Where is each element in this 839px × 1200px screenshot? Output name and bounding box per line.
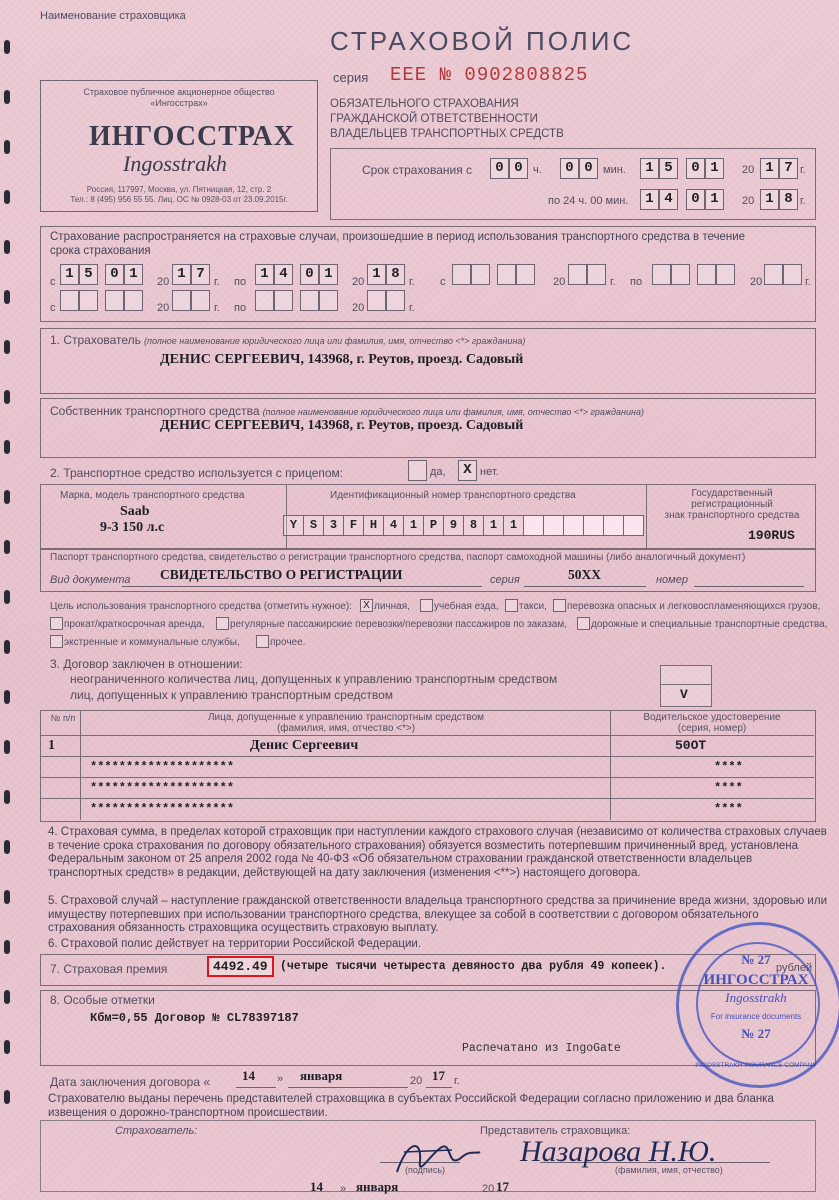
bottom-yr: 20 bbox=[482, 1183, 495, 1195]
vin-label: Идентификационный номер транспортного средства bbox=[330, 490, 576, 501]
passport-label: Паспорт транспортного средства, свидетельство о регистрации транспортного средства, паспорт самоходной машины (либо аналогичный документ) bbox=[50, 552, 746, 563]
driver-license: 50ОТ bbox=[675, 738, 707, 753]
insurer-logo-box bbox=[40, 80, 318, 212]
name-hint: (фамилия, имя, отчество) bbox=[615, 1165, 723, 1175]
vin-char: Y bbox=[283, 515, 304, 536]
stamp-logo-en: Ingosstrakh bbox=[725, 990, 787, 1005]
period-empty-cell bbox=[274, 290, 293, 311]
signing-yr: 20 bbox=[410, 1075, 423, 1087]
reg-value: 190RUS bbox=[748, 528, 795, 543]
period-empty-cell bbox=[386, 290, 405, 311]
term-day-to-2: 4 bbox=[659, 189, 678, 210]
term-hour-from-1: 0 bbox=[490, 158, 509, 179]
period-empty-cell bbox=[671, 264, 690, 285]
period-g-5: г. bbox=[214, 302, 220, 314]
purpose-checkbox bbox=[50, 617, 63, 630]
term-day-to-1: 1 bbox=[640, 189, 659, 210]
period-empty-cell bbox=[319, 290, 338, 311]
period-mon1-1: 0 bbox=[105, 264, 124, 285]
period-yr-5: 20 bbox=[157, 302, 170, 314]
vin-char: 1 bbox=[503, 515, 524, 536]
address-line1: Россия, 117997, Москва, ул. Пятницкая, 12, стр. 2 bbox=[86, 185, 272, 194]
period-s-2: с bbox=[440, 276, 446, 288]
logo-ingosstrakh: ИНГОССТРАХ bbox=[89, 121, 295, 152]
premium-amount: 4492.49 bbox=[207, 956, 274, 977]
term-hour-from-2: 0 bbox=[509, 158, 528, 179]
logo-ingosstrakh-latin: Ingosstrakh bbox=[123, 151, 227, 176]
purpose-option: учебная езда, bbox=[434, 601, 499, 612]
trailer-yes-label: да, bbox=[430, 466, 446, 478]
series-underline bbox=[524, 586, 646, 587]
notes-line1: Кбм=0,55 Договор № CL78397187 bbox=[90, 1011, 299, 1025]
purpose-personal-checkbox: X bbox=[360, 599, 373, 612]
trailer-label: 2. Транспортное средство используется с прицепом: bbox=[50, 466, 344, 480]
day-underline bbox=[236, 1087, 276, 1088]
notes-printed: Распечатано из IngoGate bbox=[462, 1042, 621, 1055]
contract-label: 3. Договор заключен в отношении: bbox=[50, 657, 243, 671]
term-hour-unit: ч. bbox=[533, 164, 542, 176]
company-line2: «Ингосстрах» bbox=[150, 98, 208, 108]
purpose-label: Цель использования транспортного средства (отметить нужное): bbox=[50, 601, 352, 612]
term-month-from-2: 1 bbox=[705, 158, 724, 179]
period-empty-cell bbox=[79, 290, 98, 311]
period-day1-2: 5 bbox=[79, 264, 98, 285]
term-year-from-2: 7 bbox=[779, 158, 798, 179]
period-mon2-2: 1 bbox=[319, 264, 338, 285]
period-mon2-1: 0 bbox=[300, 264, 319, 285]
vin-char: 1 bbox=[403, 515, 424, 536]
premium-currency: рублей bbox=[776, 962, 813, 974]
period-empty-cell bbox=[783, 264, 802, 285]
driver-name: ******************** bbox=[90, 781, 235, 795]
period-yr-1: 20 bbox=[157, 276, 170, 288]
contract-checkbox-divider bbox=[660, 684, 711, 685]
period-empty-cell bbox=[300, 290, 319, 311]
purpose-checkbox bbox=[505, 599, 518, 612]
period-empty-cell bbox=[255, 290, 274, 311]
period-mon1-2: 1 bbox=[124, 264, 143, 285]
series-number: ЕЕЕ № 0902808825 bbox=[390, 64, 589, 86]
purpose-option: экстренные и коммунальные службы, bbox=[64, 637, 240, 648]
insurer-name-label: Наименование страховщика bbox=[40, 10, 186, 22]
notes-label: 8. Особые отметки bbox=[50, 993, 155, 1007]
period-day2-1: 1 bbox=[255, 264, 274, 285]
doc-type-underline bbox=[122, 586, 482, 587]
period-empty-cell bbox=[697, 264, 716, 285]
term-year-from-1: 1 bbox=[760, 158, 779, 179]
driver-license: **** bbox=[714, 760, 743, 774]
purpose-checkbox bbox=[216, 617, 229, 630]
insured-label: Страхователь: bbox=[115, 1125, 198, 1137]
purpose-checkbox bbox=[50, 635, 63, 648]
address-line2: Тел.: 8 (495) 956 55 55. Лиц. ОС № 0928-03 от 23.09.2015г. bbox=[70, 195, 288, 204]
term-year-prefix-2: 20 bbox=[742, 195, 755, 207]
signing-day: 14 bbox=[242, 1068, 255, 1083]
clause-6: 6. Страховой полис действует на территории Российской Федерации. bbox=[48, 938, 422, 950]
term-year-to-2: 8 bbox=[779, 189, 798, 210]
period-empty-cell bbox=[764, 264, 783, 285]
make-label: Марка, модель транспортного средства bbox=[60, 490, 245, 501]
premium-words: (четыре тысячи четыреста девяносто два рубля 49 копеек). bbox=[280, 960, 667, 973]
purpose-option: перевозка опасных и легковоспламеняющихся грузов, bbox=[567, 601, 821, 612]
sign-hint: (подпись) bbox=[405, 1165, 446, 1175]
reg-label: Государственный регистрационный знак транспортного средства bbox=[664, 488, 800, 521]
contract-limited: лиц, допущенных к управлению транспортным средством bbox=[70, 688, 394, 702]
period-empty-cell bbox=[60, 290, 79, 311]
period-yr-3: 20 bbox=[553, 276, 566, 288]
period-g-2: г. bbox=[409, 276, 415, 288]
signing-g: г. bbox=[454, 1075, 460, 1087]
vin-char: 1 bbox=[483, 515, 504, 536]
driver-license: **** bbox=[714, 802, 743, 816]
period-g-4: г. bbox=[805, 276, 811, 288]
period-yr-2: 20 bbox=[352, 276, 365, 288]
period-yr-4: 20 bbox=[750, 276, 763, 288]
vin-char: H bbox=[363, 515, 384, 536]
period-s-1: с bbox=[50, 276, 56, 288]
reps-text: Страхователю выданы перечень представителей страховщика в субъектах Российской Федерации согласно приложению и два бланка извещения о дорожно-транспортном происшествии. bbox=[48, 1093, 774, 1119]
vehicle-divider-2 bbox=[646, 484, 647, 548]
purpose-option: прочее. bbox=[270, 637, 306, 648]
term-to-label: по 24 ч. 00 мин. bbox=[548, 195, 629, 207]
period-empty-cell bbox=[497, 264, 516, 285]
purpose-option: такси, bbox=[519, 601, 547, 612]
vin-char-redacted bbox=[603, 515, 624, 536]
make-value-line2: 9-3 150 л.с bbox=[100, 520, 165, 535]
number-underline bbox=[694, 586, 804, 587]
stamp-subtitle: For insurance documents bbox=[710, 1012, 802, 1021]
driver-license: **** bbox=[714, 781, 743, 795]
term-year-prefix: 20 bbox=[742, 164, 755, 176]
term-year-suffix-2: г. bbox=[800, 195, 806, 207]
representative-signature: Назарова Н.Ю. bbox=[520, 1135, 717, 1168]
period-g-6: г. bbox=[409, 302, 415, 314]
bottom-day: 14 bbox=[310, 1179, 323, 1194]
company-line1: Страховое публичное акционерное общество bbox=[83, 87, 275, 97]
term-day-from-2: 5 bbox=[659, 158, 678, 179]
stamp-number-2: № 27 bbox=[741, 1026, 771, 1041]
drivers-header-line bbox=[40, 735, 814, 736]
policy-type: ОБЯЗАТЕЛЬНОГО СТРАХОВАНИЯ ГРАЖДАНСКОЙ ОТВЕТСТВЕННОСТИ ВЛАДЕЛЬЦЕВ ТРАНСПОРТНЫХ СРЕДСТВ bbox=[330, 98, 564, 140]
year-underline bbox=[426, 1087, 452, 1088]
period-year2-2: 8 bbox=[386, 264, 405, 285]
premium-label: 7. Страховая премия bbox=[50, 962, 168, 976]
clause-5: 5. Страховой случай – наступление гражданской ответственности владельца транспортного средства за причинение вреда жизни, здоровью или имуществу потерпевших при использовании транспортного средства, влекущее за собой в соответствии с договором обязательного страхования обязанность страховщика осуществить страховую выплату. bbox=[48, 895, 827, 934]
signing-year: 17 bbox=[432, 1068, 445, 1083]
policy-document: Наименование страховщика СТРАХОВОЙ ПОЛИС серия ЕЕЕ № 0902808825 ОБЯЗАТЕЛЬНОГО СТРАХОВАНИЯ ГРАЖДАНСКОЙ ОТВЕТСТВЕННОСТИ ВЛАДЕЛЬЦЕВ ТРАНСПОРТНЫХ СРЕДСТВ Страховое публичное акционерное общество «Ингосстрах» ИНГОССТРАХ Ingosstrakh Россия, 117997, Москва, ул. Пятницкая, 12, стр. 2 Тел.: 8 (495) 956 55 55. Лиц. ОС № 0928-03 от 23.09.2015г. Срок страхования с 0 0 ч. 0 0 мин. 1 5 0 1 20 1 7 г. по 24 ч. 00 мин. 1 4 0 1 20 1 8 г. Страхование распространяется на страховые случаи, произошедшие в период использования транспортного средства в течение срока страхования с 1 5 0 1 20 1 7 г. по 1 4 0 1 20 1 8 г. с 20 г. по 20 г. с 20 г. по 20 г. 1. Страхователь (полное наименование юридического лица или фамилия, имя, отчество <*> гражданина) ДЕНИС СЕРГЕЕВИЧ, 143968, г. Реутов, проезд. Садовый Собственник транспортного средства (полное наименование юридического лица или фамилия, имя, отчество <*> гражданина) ДЕНИС СЕРГЕЕВИЧ, 143968, г. Реутов, проезд. Садовый 2. Транспортное средство используется с прицепом: да, X нет. Марка, модель транспортного средства Saab 9-3 150 л.с Идентификационный номер транспортного средства Y S 3 F H 4 1 P 9 8 1 1 Государственный регистрационный знак транспортного средства 190RUS Паспорт транспортного средства, свидетельство о регистрации транспортного средства, паспорт самоходной машины (либо аналогичный документ) Вид документа СВИДЕТЕЛЬСТВО О РЕГИСТРАЦИИ серия 50XX номер Цель использования транспортного средства (отметить нужное): X личная, учебная езда, такси, перевозка опасных и легковоспламеняющихся грузов, прокат/краткосрочная аренда, регулярные пассажирские перевозки/перевозки пассажиров по заказам, дорожные и специальные транспортные средства, экстренные и коммунальные службы, прочее. 3. Договор заключен в отношении: неограниченного количества лиц, допущенных к управлению транспортным средством лиц, допущенных к управлению транспортным средством V № п/п Лица, допущенные к управлению транспортным средством (фамилия, имя, отчество <*>) Водительское удостоверение (серия, номер) 1 Денис Сергеевич 50ОТ ******************** **** ******************** **** ******************** **** 4. Страховая сумма, в пределах которой страховщик при наступлении каждого страхового случая (независимо от количества страховых случаев в течение срока страхования по договору обязательного страхования) обязуется возместить потерпевшим причиненный вред, установлена Федеральным законом от 25 апреля 2002 года № 40-ФЗ «Об обязательном страховании гражданской ответственности владельцев транспортных средств» в редакции, действующей на дату заключения (изменения <**>) настоящего договора. 5. Страховой случай – наступление гражданской ответственности владельца транспортного средства за причинение вреда жизни, здоровью или имуществу потерпевших при использовании транспортного средства, влекущее за собой в соответствии с договором обязательного страхования обязанность страховщика осуществить страховую выплату. 6. Страховой полис действует на территории Российской Федерации. 7. Страховая премия 4492.49 (четыре тысячи четыреста девяносто два рубля 49 копеек). рублей 8. Особые отметки Кбм=0,55 Договор № CL78397187 Распечатано из IngoGate Дата заключения договора « 14 » января 20 17 г. Страхователю выданы перечень представителей страховщика в субъектах Российской Федерации согласно приложению и два бланка извещения о дорожно-транспортном происшествии. Страхователь: Представитель страховщика: (подпись) (фамилия, имя, отчество) Назарова Н.Ю. 14 » января 20 17 № 27 ИНГОССТРАХ Ingosstrakh For insurance documents № 27 INGOSSTRAKH INSURANCE COMPANY bbox=[0, 0, 839, 1200]
policy-title: СТРАХОВОЙ ПОЛИС bbox=[330, 26, 635, 56]
drivers-col-license: Водительское удостоверение (серия, номер) bbox=[643, 712, 781, 734]
trailer-yes-checkbox bbox=[408, 460, 427, 481]
purpose-option: регулярные пассажирские перевозки/перевозки пассажиров по заказам, bbox=[230, 619, 568, 630]
signature-scribble bbox=[392, 1132, 482, 1182]
vin-char-redacted bbox=[623, 515, 644, 536]
doc-type-label: Вид документа bbox=[50, 574, 131, 586]
driver-name: ******************** bbox=[90, 760, 235, 774]
period-year1-2: 7 bbox=[191, 264, 210, 285]
purpose-checkbox bbox=[577, 617, 590, 630]
driver-num: 1 bbox=[48, 738, 55, 753]
contract-unlimited: неограниченного количества лиц, допущенных к управлению транспортным средством bbox=[70, 672, 558, 686]
passport-series-label: серия bbox=[490, 574, 520, 586]
drivers-col-divider-1 bbox=[80, 710, 81, 820]
period-empty-cell bbox=[568, 264, 587, 285]
signing-month: января bbox=[300, 1068, 343, 1083]
vin-char-redacted bbox=[563, 515, 584, 536]
term-year-to-1: 1 bbox=[760, 189, 779, 210]
period-po-1: по bbox=[234, 276, 247, 288]
vin-char: 9 bbox=[443, 515, 464, 536]
passport-number-label: номер bbox=[656, 574, 688, 586]
drivers-col-name: Лица, допущенные к управлению транспортным средством (фамилия, имя, отчество <*>) bbox=[207, 712, 485, 734]
owner-label: Собственник транспортного средства (полное наименование юридического лица или фамилия, имя, отчество <*> гражданина) bbox=[50, 404, 644, 418]
period-yr-6: 20 bbox=[352, 302, 365, 314]
insurer-rep-label: Представитель страховщика: bbox=[480, 1125, 631, 1137]
series-label: серия bbox=[333, 70, 369, 85]
vin-char: 4 bbox=[383, 515, 404, 536]
driver-name: Денис Сергеевич bbox=[250, 738, 359, 753]
purpose-checkbox bbox=[553, 599, 566, 612]
passport-series-value: 50XX bbox=[568, 567, 601, 582]
vin-char: S bbox=[303, 515, 324, 536]
make-value-line1: Saab bbox=[120, 504, 150, 519]
stamp-number: № 27 bbox=[741, 952, 771, 967]
period-text: Страхование распространяется на страховые случаи, произошедшие в период использования транспортного средства в течение срока страхования bbox=[50, 231, 746, 257]
period-empty-cell bbox=[172, 290, 191, 311]
term-year-suffix: г. bbox=[800, 164, 806, 176]
term-month-from-1: 0 bbox=[686, 158, 705, 179]
policyholder-label: 1. Страхователь (полное наименование юридического лица или фамилия, имя, отчество <*> гражданина) bbox=[50, 333, 526, 347]
period-empty-cell bbox=[471, 264, 490, 285]
period-empty-cell bbox=[124, 290, 143, 311]
owner-value: ДЕНИС СЕРГЕЕВИЧ, 143968, г. Реутов, проезд. Садовый bbox=[160, 418, 524, 433]
clause-4: 4. Страховая сумма, в пределах которой страховщик при наступлении каждого страхового случая (независимо от количества страховых случаев в течение срока страхования по договору обязательного страхования) обязуется возместить потерпевшим причиненный вред, установлена Федеральным законом от 25 апреля 2002 года № 40-ФЗ «Об обязательном страховании гражданской ответственности владельцев транспортных средств» в редакции, действующей на дату заключения (изменения <**>) настоящего договора. bbox=[48, 826, 827, 879]
bottom-month: января bbox=[356, 1179, 399, 1194]
period-empty-cell bbox=[587, 264, 606, 285]
term-min-from-2: 0 bbox=[579, 158, 598, 179]
trailer-no-checkbox: X bbox=[458, 460, 477, 481]
period-g-3: г. bbox=[610, 276, 616, 288]
bottom-year: 17 bbox=[496, 1179, 509, 1194]
drivers-col-divider-2 bbox=[610, 710, 611, 820]
vin-char-redacted bbox=[523, 515, 544, 536]
doc-type-value: СВИДЕТЕЛЬСТВО О РЕГИСТРАЦИИ bbox=[160, 567, 403, 582]
drivers-row-line bbox=[40, 777, 814, 778]
vin-char: 3 bbox=[323, 515, 344, 536]
stamp-logo: ИНГОССТРАХ bbox=[703, 972, 809, 988]
term-day-from-1: 1 bbox=[640, 158, 659, 179]
period-year1-1: 1 bbox=[172, 264, 191, 285]
period-empty-cell bbox=[652, 264, 671, 285]
purpose-checkbox bbox=[256, 635, 269, 648]
period-po-2: по bbox=[630, 276, 643, 288]
term-month-to-1: 0 bbox=[686, 189, 705, 210]
period-g-1: г. bbox=[214, 276, 220, 288]
period-po-3: по bbox=[234, 302, 247, 314]
purpose-checkbox bbox=[420, 599, 433, 612]
vin-char: P bbox=[423, 515, 444, 536]
purpose-option: дорожные и специальные транспортные средства, bbox=[591, 619, 828, 630]
month-underline bbox=[288, 1087, 408, 1088]
term-from-label: Срок страхования с bbox=[362, 163, 473, 177]
vin-char: 8 bbox=[463, 515, 484, 536]
period-day1-1: 1 bbox=[60, 264, 79, 285]
drivers-col-num: № п/п bbox=[50, 713, 76, 723]
period-empty-cell bbox=[367, 290, 386, 311]
policyholder-value: ДЕНИС СЕРГЕЕВИЧ, 143968, г. Реутов, проезд. Садовый bbox=[160, 352, 524, 367]
drivers-row-line bbox=[40, 798, 814, 799]
period-empty-cell bbox=[516, 264, 535, 285]
period-empty-cell bbox=[105, 290, 124, 311]
period-year2-1: 1 bbox=[367, 264, 386, 285]
term-month-to-2: 1 bbox=[705, 189, 724, 210]
term-min-from-1: 0 bbox=[560, 158, 579, 179]
purpose-option: личная, bbox=[374, 601, 410, 612]
vin-char-redacted bbox=[583, 515, 604, 536]
vin-char: F bbox=[343, 515, 364, 536]
drivers-row-line bbox=[40, 756, 814, 757]
period-empty-cell bbox=[191, 290, 210, 311]
vin-char-redacted bbox=[543, 515, 564, 536]
period-empty-cell bbox=[716, 264, 735, 285]
purpose-option: прокат/краткосрочная аренда, bbox=[64, 619, 205, 630]
period-empty-cell bbox=[452, 264, 471, 285]
driver-name: ******************** bbox=[90, 802, 235, 816]
period-s-3: с bbox=[50, 302, 56, 314]
contract-limited-mark: V bbox=[680, 687, 688, 702]
stamp-ring-text: INGOSSTRAKH INSURANCE COMPANY bbox=[695, 1062, 817, 1069]
term-min-unit: мин. bbox=[603, 164, 626, 176]
signing-date-label: Дата заключения договора « bbox=[50, 1075, 211, 1089]
trailer-no-label: нет. bbox=[480, 466, 499, 478]
period-day2-2: 4 bbox=[274, 264, 293, 285]
